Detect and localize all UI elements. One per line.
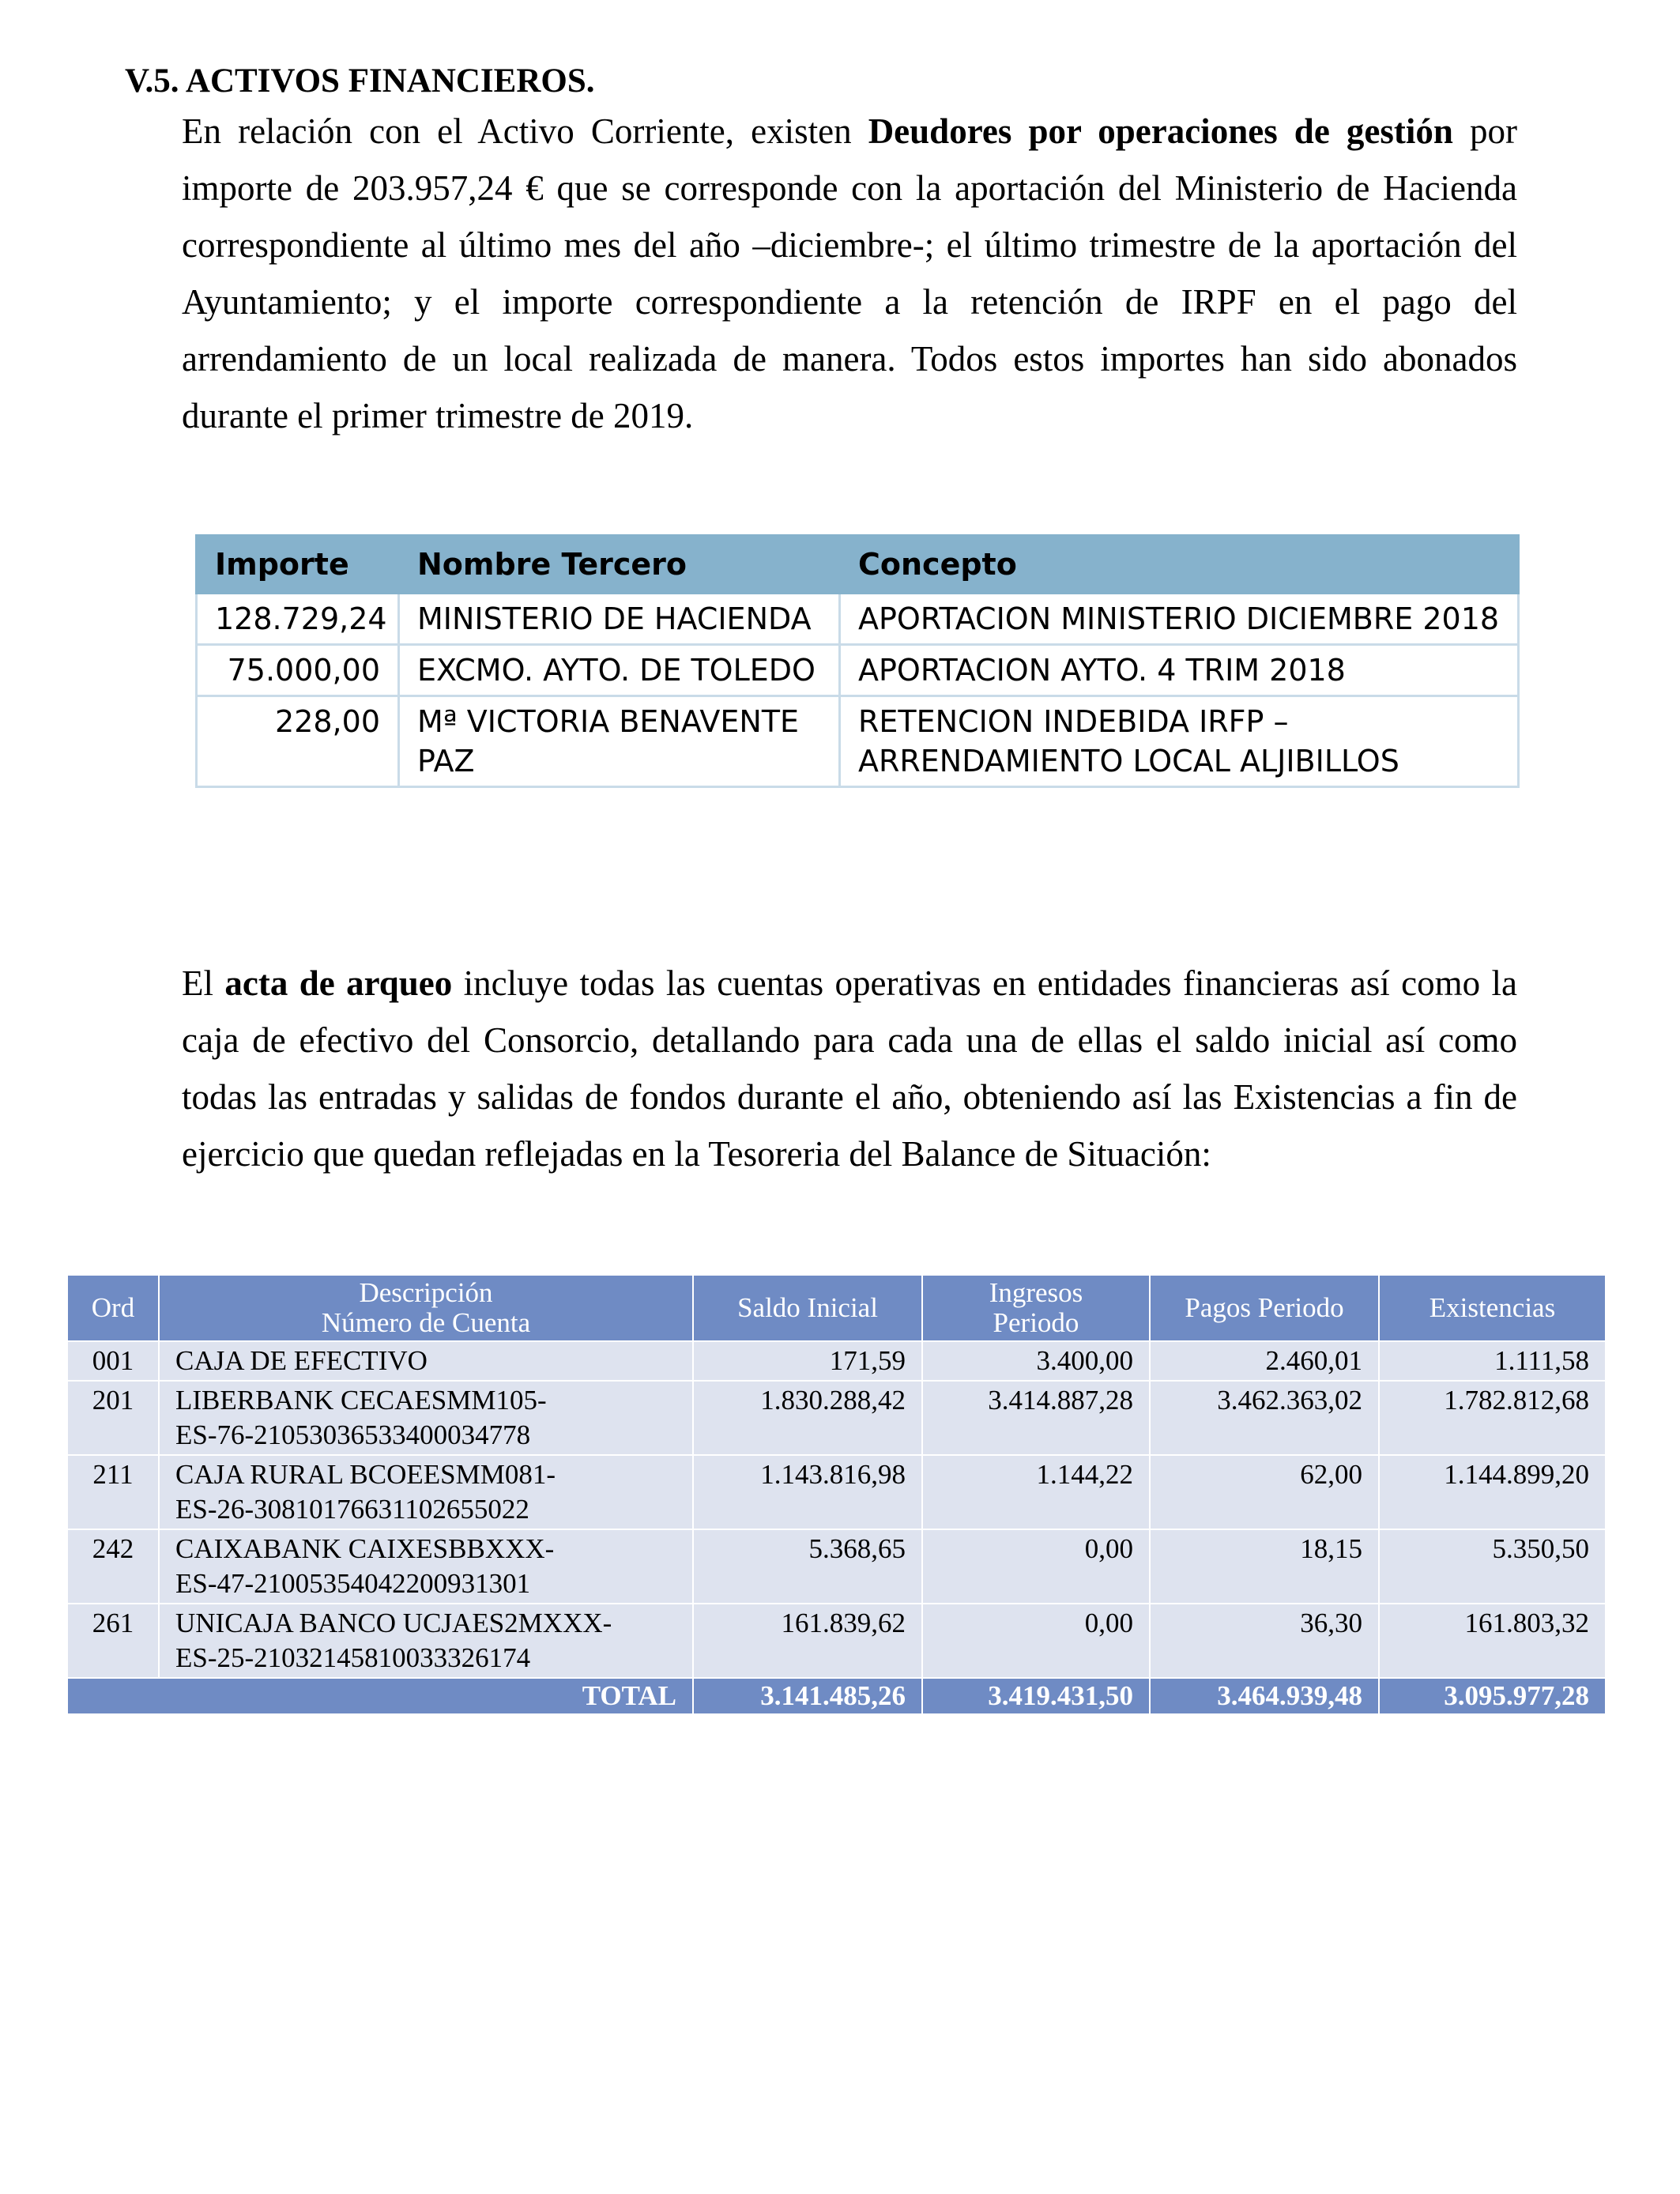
cell-pagos: 36,30	[1150, 1604, 1379, 1678]
cuenta-nombre: UNICAJA BANCO UCJAES2MXXX-	[175, 1608, 612, 1638]
cuenta-nombre: CAIXABANK CAIXESBBXXX-	[175, 1533, 555, 1564]
header-ingresos-periodo	[922, 1275, 1150, 1341]
table-row	[197, 594, 1519, 645]
bold-term: Deudores por operaciones de gestión	[868, 111, 1453, 151]
section-heading: V.5. ACTIVOS FINANCIEROS.	[125, 62, 595, 100]
table-row	[197, 696, 1519, 787]
cell-existencias: 1.111,58	[1379, 1341, 1606, 1381]
header-nombre-tercero: Nombre Tercero	[399, 536, 840, 594]
paragraph-deudores	[182, 103, 1517, 444]
cell-importe: 75.000,00	[197, 645, 399, 696]
cell-existencias: 161.803,32	[1379, 1604, 1606, 1678]
cell-saldo: 171,59	[693, 1341, 922, 1381]
table-row	[67, 1381, 1606, 1455]
cell-descripcion	[159, 1529, 693, 1604]
header-pagos-periodo: Pagos Periodo	[1150, 1275, 1379, 1341]
cell-ord: 211	[67, 1455, 159, 1529]
cell-ingresos: 1.144,22	[922, 1455, 1150, 1529]
cuenta-numero: ES-47-21005354042200931301	[175, 1568, 531, 1599]
bold-term: acta de arqueo	[224, 963, 453, 1003]
cell-ingresos: 3.400,00	[922, 1341, 1150, 1381]
header-existencias: Existencias	[1379, 1275, 1606, 1341]
cuenta-nombre: LIBERBANK CECAESMM105-	[175, 1385, 547, 1416]
cell-nombre: Mª VICTORIA BENAVENTE PAZ	[399, 696, 840, 787]
arqueo-table	[66, 1274, 1607, 1715]
cell-descripcion	[159, 1455, 693, 1529]
cuenta-numero: ES-26-30810176631102655022	[175, 1494, 529, 1525]
total-row	[67, 1678, 1606, 1714]
cell-saldo: 5.368,65	[693, 1529, 922, 1604]
paragraph-arqueo	[182, 955, 1517, 1182]
header-line: Número de Cuenta	[321, 1307, 531, 1338]
cuenta-nombre: CAJA DE EFECTIVO	[175, 1345, 428, 1376]
cell-concepto: RETENCION INDEBIDA IRFP – ARRENDAMIENTO LOCAL ALJIBILLOS	[840, 696, 1519, 787]
cell-descripcion	[159, 1341, 693, 1381]
cell-ord: 201	[67, 1381, 159, 1455]
deudores-table	[195, 534, 1520, 788]
cell-pagos: 62,00	[1150, 1455, 1379, 1529]
cell-nombre: EXCMO. AYTO. DE TOLEDO	[399, 645, 840, 696]
cell-importe: 228,00	[197, 696, 399, 787]
header-ord: Ord	[67, 1275, 159, 1341]
header-importe: Importe	[197, 536, 399, 594]
table-row	[67, 1604, 1606, 1678]
cell-saldo: 161.839,62	[693, 1604, 922, 1678]
table-header-row	[197, 536, 1519, 594]
header-line: Periodo	[993, 1307, 1079, 1338]
cell-concepto: APORTACION MINISTERIO DICIEMBRE 2018	[840, 594, 1519, 645]
cell-existencias: 1.782.812,68	[1379, 1381, 1606, 1455]
table-row	[197, 645, 1519, 696]
total-saldo: 3.141.485,26	[693, 1678, 922, 1714]
total-ingresos: 3.419.431,50	[922, 1678, 1150, 1714]
cell-pagos: 18,15	[1150, 1529, 1379, 1604]
text: incluye todas las cuentas operativas en entidades financieras así como la caja de efectivo del Consorcio, detallando para cada una de ellas el saldo inicial así como todas las entradas y salidas de fondos durante el año, obteniendo así las Existencias a fin de ejercicio que quedan reflejadas en la Tesoreria del Balance de Situación:	[182, 963, 1517, 1174]
cuenta-numero: ES-25-21032145810033326174	[175, 1642, 531, 1673]
table-row	[67, 1455, 1606, 1529]
cell-pagos: 2.460,01	[1150, 1341, 1379, 1381]
cell-ingresos: 0,00	[922, 1604, 1150, 1678]
total-existencias: 3.095.977,28	[1379, 1678, 1606, 1714]
table-row	[67, 1529, 1606, 1604]
total-label: TOTAL	[67, 1678, 693, 1714]
cell-existencias: 1.144.899,20	[1379, 1455, 1606, 1529]
table-header-row	[67, 1275, 1606, 1341]
cell-pagos: 3.462.363,02	[1150, 1381, 1379, 1455]
cell-ord: 001	[67, 1341, 159, 1381]
header-line: Descripción	[359, 1277, 493, 1308]
cell-descripcion	[159, 1604, 693, 1678]
header-line: Ingresos	[989, 1277, 1083, 1308]
cuenta-nombre: CAJA RURAL BCOEESMM081-	[175, 1459, 556, 1490]
cell-saldo: 1.830.288,42	[693, 1381, 922, 1455]
cell-nombre: MINISTERIO DE HACIENDA	[399, 594, 840, 645]
text: El	[182, 963, 225, 1003]
table-row	[67, 1341, 1606, 1381]
header-descripcion	[159, 1275, 693, 1341]
cell-ord: 242	[67, 1529, 159, 1604]
cell-ord: 261	[67, 1604, 159, 1678]
header-saldo-inicial: Saldo Inicial	[693, 1275, 922, 1341]
header-concepto: Concepto	[840, 536, 1519, 594]
cuenta-numero: ES-76-21053036533400034778	[175, 1419, 531, 1450]
cell-concepto: APORTACION AYTO. 4 TRIM 2018	[840, 645, 1519, 696]
cell-descripcion	[159, 1381, 693, 1455]
cell-ingresos: 3.414.887,28	[922, 1381, 1150, 1455]
cell-saldo: 1.143.816,98	[693, 1455, 922, 1529]
total-pagos: 3.464.939,48	[1150, 1678, 1379, 1714]
cell-existencias: 5.350,50	[1379, 1529, 1606, 1604]
text: En relación con el Activo Corriente, existen	[182, 111, 868, 151]
cell-importe: 128.729,24	[197, 594, 399, 645]
cell-ingresos: 0,00	[922, 1529, 1150, 1604]
text: por importe de 203.957,24 € que se corresponde con la aportación del Ministerio de Hacienda correspondiente al último mes del año –diciembre-; el último trimestre de la aportación del Ayuntamiento; y el importe correspondiente a la retención de IRPF en el pago del arrendamiento de un local realizada de manera. Todos estos importes han sido abonados durante el primer trimestre de 2019.	[182, 111, 1517, 435]
